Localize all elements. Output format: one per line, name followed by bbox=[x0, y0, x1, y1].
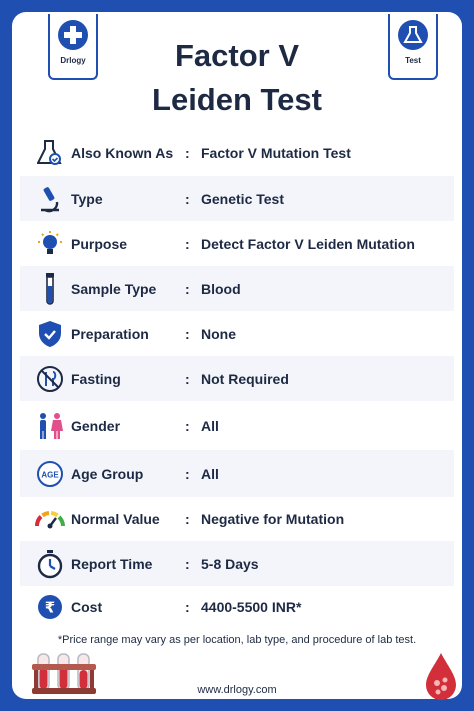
info-row bbox=[20, 266, 454, 311]
info-row bbox=[20, 586, 454, 628]
row-value: Negative for Mutation bbox=[201, 511, 345, 527]
website-footer: www.drlogy.com bbox=[197, 684, 277, 696]
title-line-2: Leiden Test bbox=[152, 82, 322, 117]
rupee-icon bbox=[34, 591, 66, 623]
page-title bbox=[12, 34, 462, 122]
row-value: Genetic Test bbox=[201, 190, 284, 207]
badge-label-right: Test bbox=[405, 56, 421, 65]
shield-check-icon bbox=[34, 318, 66, 350]
row-value: None bbox=[201, 325, 236, 342]
row-colon: : bbox=[185, 325, 190, 342]
row-colon: : bbox=[185, 555, 190, 572]
info-table bbox=[20, 130, 454, 628]
info-row bbox=[20, 221, 454, 266]
gauge-icon bbox=[34, 503, 66, 535]
info-row bbox=[20, 130, 454, 176]
svg-text:AGE: AGE bbox=[41, 470, 59, 479]
microscope-icon bbox=[34, 183, 66, 215]
row-colon: : bbox=[185, 370, 190, 387]
row-label: Purpose bbox=[71, 235, 128, 252]
flask-check-icon bbox=[34, 137, 66, 169]
badge-label-left: Drlogy bbox=[60, 56, 86, 65]
row-label: Report Time bbox=[71, 555, 153, 572]
row-value: 4400-5500 INR* bbox=[201, 599, 302, 615]
row-label: Sample Type bbox=[71, 280, 157, 297]
row-label: Gender bbox=[71, 417, 121, 434]
row-label: Fasting bbox=[71, 370, 121, 387]
row-colon: : bbox=[185, 235, 190, 252]
row-label: Type bbox=[71, 190, 103, 207]
info-row bbox=[20, 401, 454, 450]
row-colon: : bbox=[185, 511, 190, 527]
no-food-icon bbox=[34, 363, 66, 395]
row-label: Cost bbox=[71, 599, 103, 615]
gender-icon bbox=[34, 410, 66, 442]
title-line-1: Factor V bbox=[174, 38, 300, 73]
info-row bbox=[20, 497, 454, 541]
row-colon: : bbox=[185, 599, 190, 615]
lightbulb-icon bbox=[34, 228, 66, 260]
info-row bbox=[20, 541, 454, 586]
stopwatch-icon bbox=[34, 548, 66, 580]
svg-text:₹: ₹ bbox=[44, 598, 56, 617]
row-label: Age Group bbox=[71, 465, 144, 482]
row-colon: : bbox=[185, 280, 190, 297]
test-tube-icon bbox=[34, 273, 66, 305]
row-colon: : bbox=[185, 145, 190, 161]
row-label: Preparation bbox=[71, 325, 149, 342]
price-disclaimer: *Price range may vary as per location, lab type, and procedure of lab test. bbox=[57, 634, 417, 646]
info-card bbox=[12, 12, 462, 699]
row-colon: : bbox=[185, 190, 190, 207]
info-row bbox=[20, 356, 454, 401]
row-value: Detect Factor V Leiden Mutation bbox=[201, 235, 415, 252]
blood-drop-icon bbox=[424, 652, 458, 707]
row-value: 5-8 Days bbox=[201, 555, 259, 572]
row-label: Also Known As bbox=[71, 145, 174, 161]
info-row bbox=[20, 176, 454, 221]
info-row bbox=[20, 311, 454, 356]
info-row bbox=[20, 450, 454, 497]
row-colon: : bbox=[185, 465, 190, 482]
row-value: All bbox=[201, 417, 219, 434]
row-colon: : bbox=[185, 417, 190, 434]
row-value: Factor V Mutation Test bbox=[201, 145, 351, 161]
row-label: Normal Value bbox=[71, 511, 160, 527]
row-value: Blood bbox=[201, 280, 241, 297]
age-icon bbox=[34, 458, 66, 490]
row-value: Not Required bbox=[201, 370, 289, 387]
row-value: All bbox=[201, 465, 219, 482]
